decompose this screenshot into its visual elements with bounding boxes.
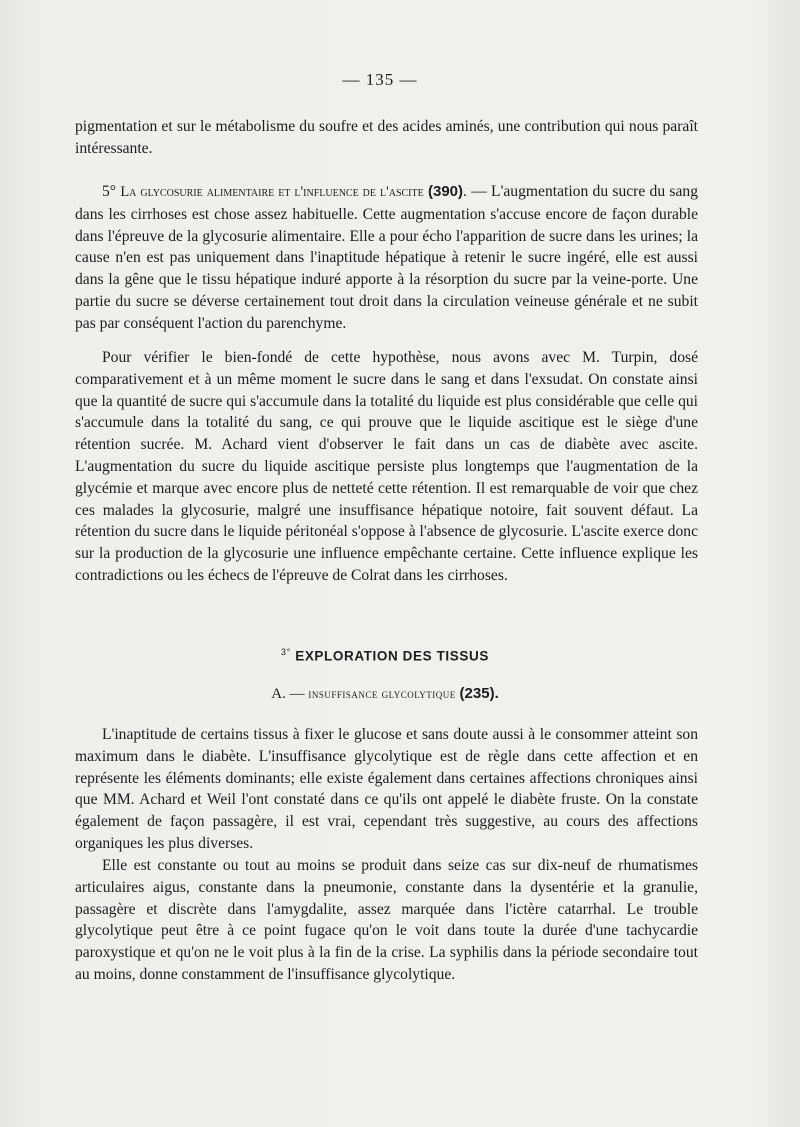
section-3-heading [0,647,770,664]
paragraph-2-text: Pour vérifier le bien-fondé de cette hypothèse, nous avons avec M. Turpin, dosé comparativement et à un même moment le sucre dans le sang et dans l'exsudat. On constate ainsi que la quantité de sucre qui s'accumule dans la totalité du liquide est plus considérable que celle qui s'accumule dans la totalité du sang, ce qui prouve que le liquide ascitique est le siège d'une rétention sucrée. M. Achard vient d'observer le fait dans un cas de diabète avec ascite. L'augmentation du sucre du liquide ascitique persiste plus longtemps que l'augmentation de la glycémie et marque avec encore plus de netteté cette rétention. Il est remarquable de voir que chez ces malades la glycosurie, malgré une insuffisance hépatique notoire, fait souvent défaut. La rétention du sucre dans le liquide péritonéal s'oppose à l'absence de glycosurie. L'ascite exerce donc sur la production de la glycosurie une influence empêchante certaine. Cette influence explique les contradictions ou les échecs de l'épreuve de Colrat dans les cirrhoses. [75,349,698,584]
paragraph-2 [75,347,698,587]
intro-text: pigmentation et sur le métabolisme du soufre et des acides aminés, une contribution qui nous paraît intéressante. [75,118,698,157]
intro-paragraph [75,116,698,160]
section-5-title: La glycosurie alimentaire et l'influence de l'ascite [120,184,424,200]
paragraph-3-text: L'inaptitude de certains tissus à fixer le glucose et sans doute aussi à le consommer atteint son maximum dans le diabète. L'insuffisance glycolytique est de règle dans cette affection et en représente les éléments dominants; elle existe également dans certaines affections chroniques ainsi que MM. Achard et Weil l'ont constaté dans ce qu'ils ont appelé le diabète fruste. On la constate également de façon passagère, il est vrai, cependant très suggestive, au cours des affections organiques les plus diverses. [75,726,698,852]
paragraph-4-text: Elle est constante ou tout au moins se produit dans seize cas sur dix-neuf de rhumatismes articulaires aigus, constante dans la pneumonie, constante dans la dysentérie et la granulie, passagère et discrète dans l'amygdalite, assez marquée dans l'ictère catarrhal. Le trouble glycolytique peut être à ce point fugace qu'on le voit dans toute la durée d'une tachycardie paroxystique et qu'on ne le voit plus à la fin de la crise. La syphilis dans la période secondaire tout au moins, donne constamment de l'insuffisance glycolytique. [75,857,698,983]
section-3-number: 3° [281,647,291,657]
section-5-body [75,181,698,335]
section-5-ref: (390) [428,183,464,200]
subsection-a-title: insuffisance glycolytique [308,686,456,701]
subsection-a-heading [0,685,770,703]
subsection-a-letter: A. — [271,686,305,702]
section-5-number: 5° [102,183,117,200]
subsection-a-ref: (235). [459,685,499,702]
section-5-text: . — L'augmentation du sucre du sang dans les cirrhoses est chose assez habituelle. Cette augmentation s'accuse encore de façon durable dans l'épreuve de la glycosurie alimentaire. Elle a pour écho l'apparition de sucre dans les urines; la cause n'en est pas uniquement dans l'inaptitude hépatique à retenir le sucre ingéré, elle est aussi dans la gêne que le tissu hépatique induré apporte à la résorption du sucre par la veine-porte. Une partie du sucre se déverse certainement tout droit dans la circulation veineuse générale et ne subit pas par conséquent l'action du parenchyme. [75,183,698,332]
section-3-title: EXPLORATION DES TISSUS [295,648,489,664]
paragraph-4 [75,855,698,986]
section-5-paragraph [75,181,698,335]
page-number: — 135 — [342,70,418,89]
paragraph-3 [75,724,698,855]
